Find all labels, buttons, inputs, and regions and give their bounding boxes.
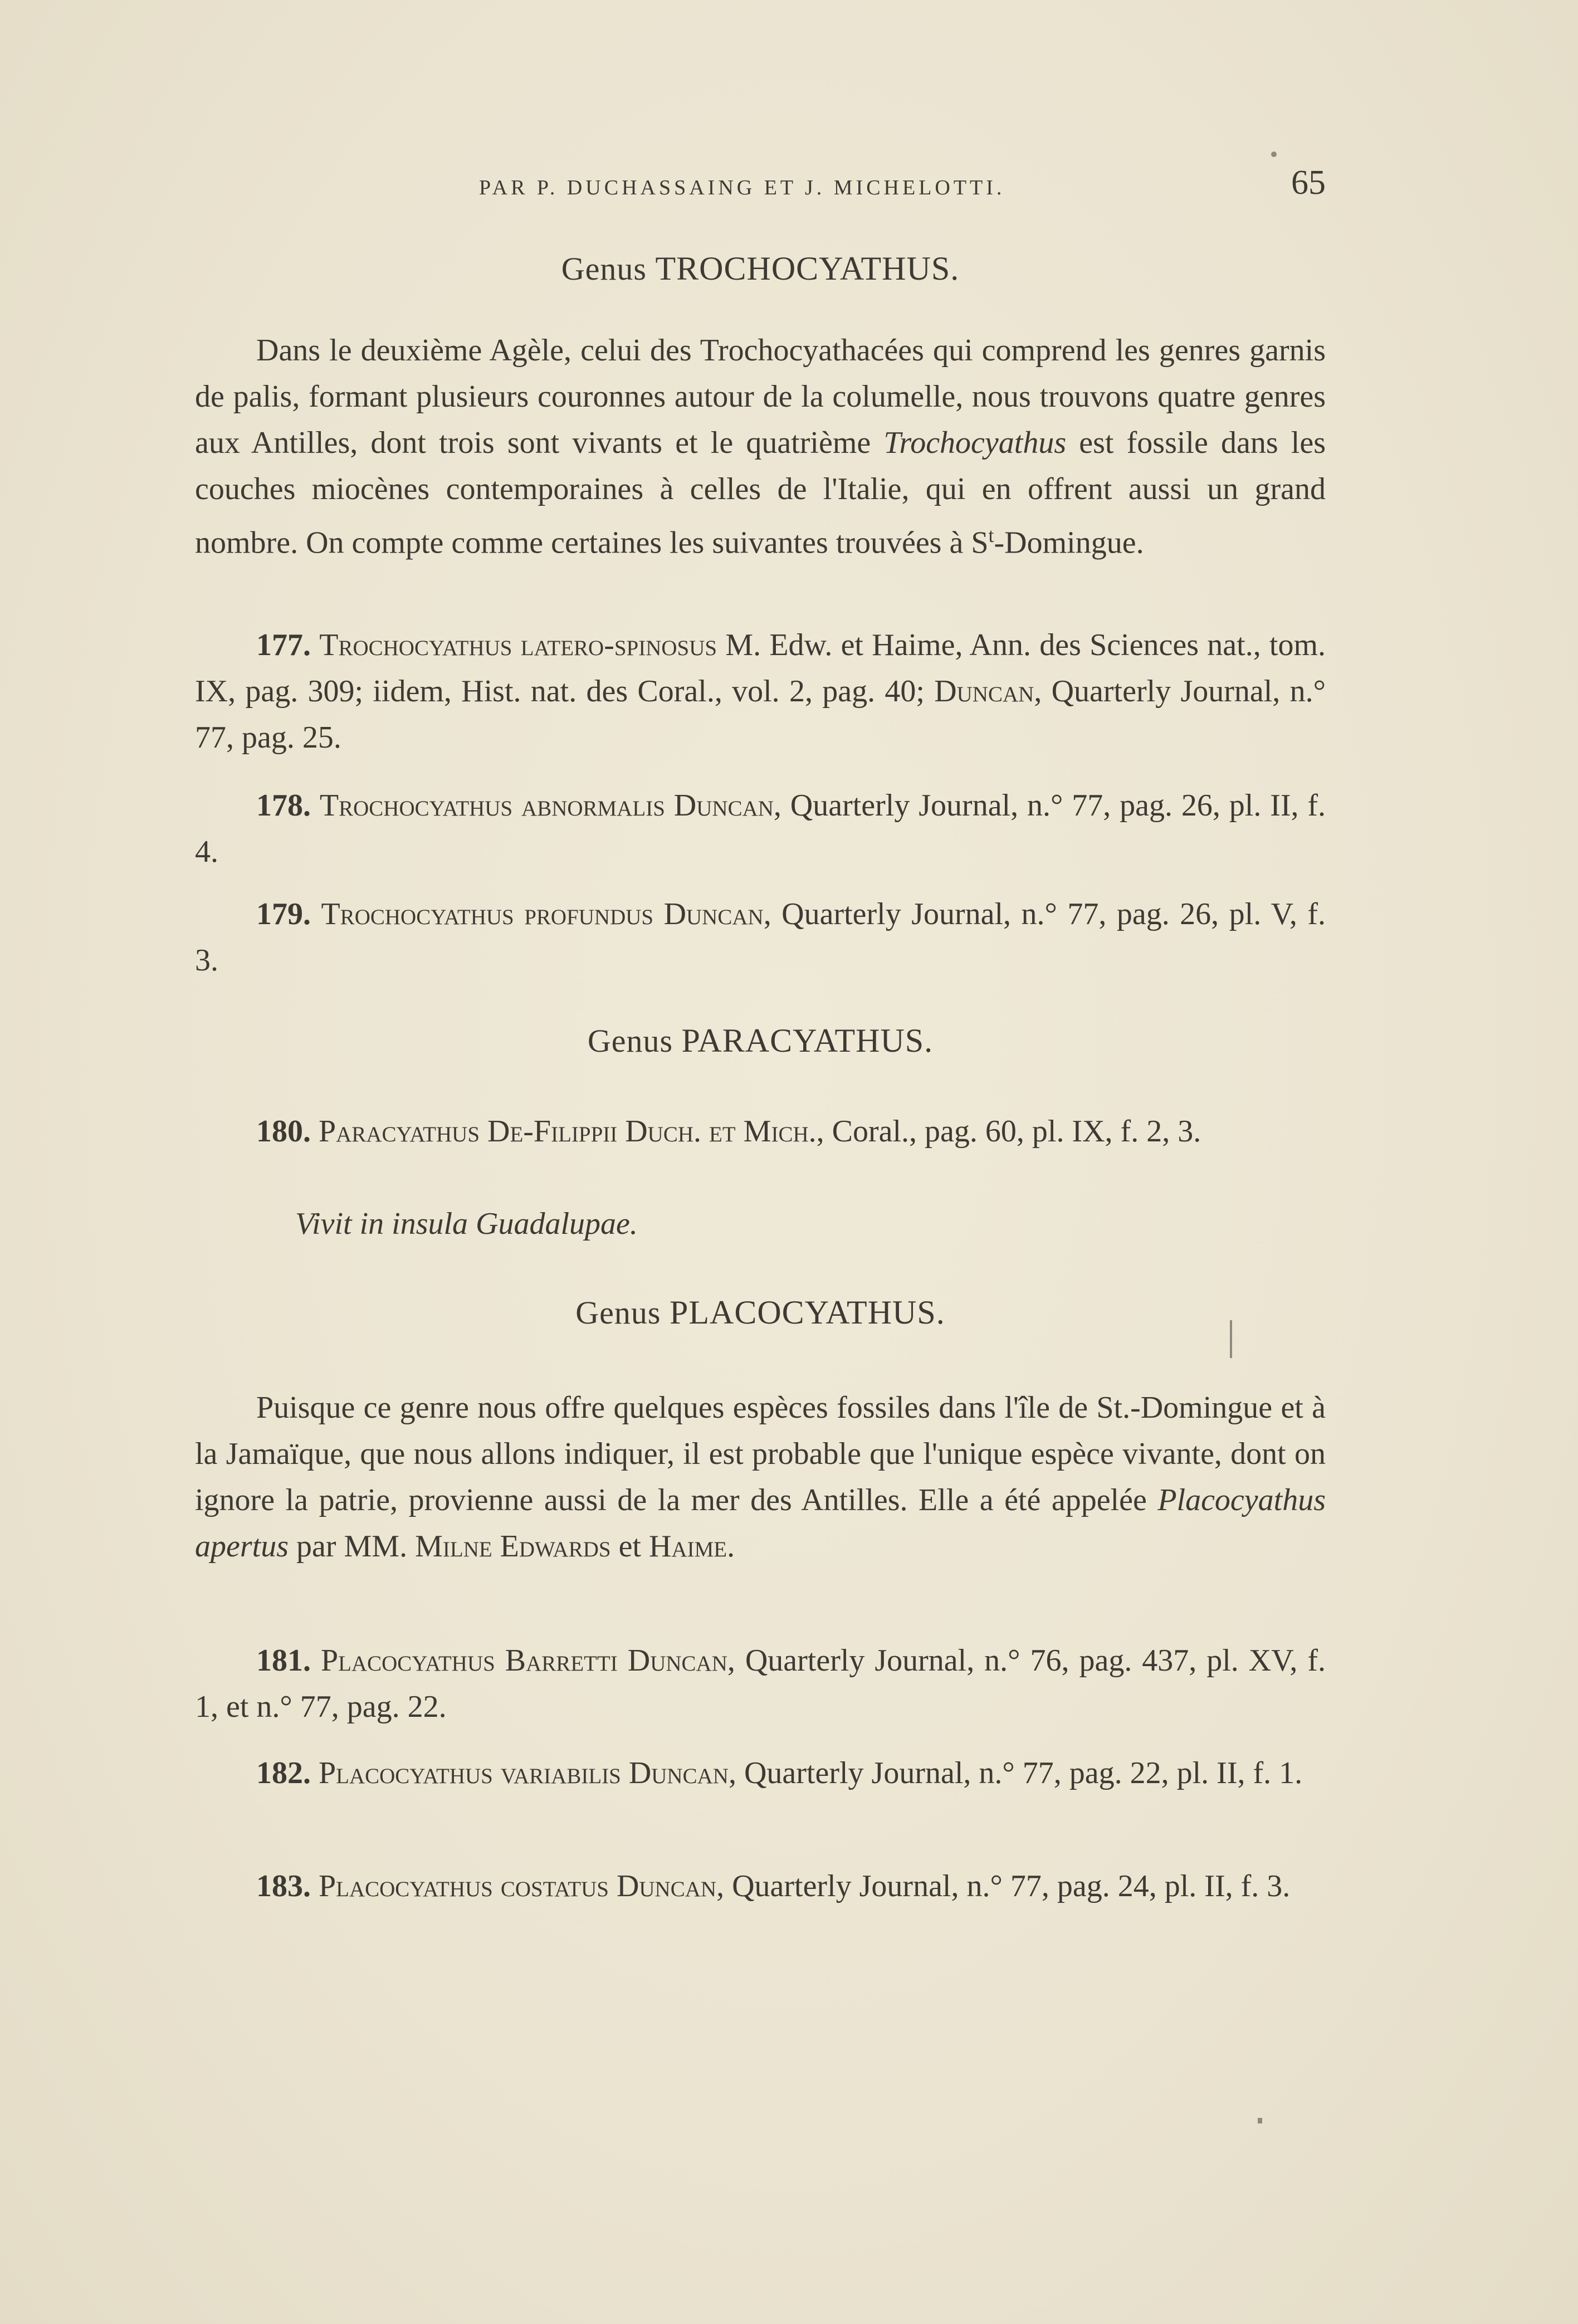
author-name: Duncan xyxy=(616,1869,717,1903)
author-name: Duncan xyxy=(663,897,764,931)
author-name: Duch. et Mich. xyxy=(625,1114,817,1149)
entry-number: 182. xyxy=(256,1756,311,1790)
intro-paragraph-placocyathus: Puisque ce genre nous offre quelques espèces fossiles dans l'île de St.-Domingue et à la Jamaïque, que nous allons indiquer, il est probable que l'unique espèce vivante, dont on ignore la patrie, provienne aussi de la mer des Antilles. Elle a été appelée Placocyathus apertus par MM. Milne Edwards et Haime. xyxy=(195,1390,1326,1564)
page-number: 65 xyxy=(1291,164,1326,202)
species-name: Placocyathus costatus xyxy=(319,1869,609,1903)
entry-number: 177. xyxy=(256,628,311,662)
genus-heading-paracyathus xyxy=(195,1022,1326,1060)
genus-italic: Trochocyathus xyxy=(883,426,1067,460)
species-name: Trochocyathus profundus xyxy=(321,897,654,931)
species-name: Trochocyathus abnormalis xyxy=(319,788,665,823)
author-name: Haime xyxy=(649,1529,727,1564)
species-entry-178: 178. Trochocyathus abnormalis Duncan, Quarterly Journal, n.° 77, pag. 26, pl. II, f. 4. xyxy=(195,788,1326,869)
genus-name: TROCHOCYATHUS. xyxy=(655,250,960,287)
entry-number: 179. xyxy=(256,897,311,931)
species-entry-179: 179. Trochocyathus profundus Duncan, Quarterly Journal, n.° 77, pag. 26, pl. V, f. 3. xyxy=(195,897,1326,978)
author-name: Duncan xyxy=(934,674,1034,709)
author-name: Duncan xyxy=(627,1643,727,1678)
entry-number: 183. xyxy=(256,1869,311,1903)
species-name: Paracyathus De-Filippii xyxy=(319,1114,618,1149)
intro-paragraph-trochocyathus: Dans le deuxième Agèle, celui des Trochocyathacées qui comprend les genres garnis de palis, formant plusieurs couronnes autour de la columelle, nous trouvons quatre genres aux Antilles, dont trois sont vivants et le quatrième Trochocyathus est fossile dans les couches miocènes contemporaines à celles de l'Italie, qui en offrent aussi un grand nombre. On compte comme certaines les suivantes trouvées à $S^t$-Domingue. xyxy=(195,333,1326,560)
species-name: Placocyathus Barretti xyxy=(320,1643,618,1678)
genus-name: PLACOCYATHUS. xyxy=(669,1294,945,1331)
genus-heading-placocyathus xyxy=(195,1293,1326,1332)
genus-label: Genus xyxy=(575,1295,661,1331)
species-name: Placocyathus variabilis xyxy=(319,1756,621,1790)
entry-number: 180. xyxy=(256,1114,311,1149)
genus-name: PARACYATHUS. xyxy=(681,1022,934,1059)
entry-number: 178. xyxy=(256,788,311,823)
species-entry-180: 180. Paracyathus De-Filippii Duch. et Mich., Coral., pag. 60, pl. IX, f. 2, 3. xyxy=(256,1114,1201,1149)
print-mark xyxy=(1271,152,1277,157)
entry-number: 181. xyxy=(256,1643,311,1678)
running-head: PAR P. DUCHASSAING ET J. MICHELOTTI. xyxy=(479,176,1005,199)
species-name: Trochocyathus latero-spinosus xyxy=(319,628,717,662)
species-italic: Placocyathus apertus xyxy=(195,1483,1326,1564)
genus-heading-trochocyathus xyxy=(195,250,1326,288)
author-name: Duncan xyxy=(673,788,774,823)
species-entry-177: 177. Trochocyathus latero-spinosus M. Edw. et Haime, Ann. des Sciences nat., tom. IX, pag. 309; iidem, Hist. nat. des Coral., vol. 2, pag. 40; Duncan, Quarterly Journal, n.° 77, pag. 25. xyxy=(195,628,1326,755)
genus-label: Genus xyxy=(587,1023,673,1059)
species-entry-181: 181. Placocyathus Barretti Duncan, Quarterly Journal, n.° 76, pag. 437, pl. XV, f. 1, et n.° 77, pag. 22. xyxy=(195,1643,1326,1724)
print-mark xyxy=(1230,1320,1232,1358)
author-name: Milne Edwards xyxy=(415,1529,611,1564)
page-header xyxy=(195,163,1326,213)
habitat-note: Vivit in insula Guadalupae. xyxy=(295,1207,638,1241)
author-name: Duncan xyxy=(628,1756,729,1790)
species-entry-182: 182. Placocyathus variabilis Duncan, Quarterly Journal, n.° 77, pag. 22, pl. II, f. 1. xyxy=(256,1756,1303,1790)
print-mark xyxy=(1258,2118,1262,2123)
genus-label: Genus xyxy=(561,251,647,287)
species-entry-183: 183. Placocyathus costatus Duncan, Quarterly Journal, n.° 77, pag. 24, pl. II, f. 3. xyxy=(256,1869,1291,1903)
